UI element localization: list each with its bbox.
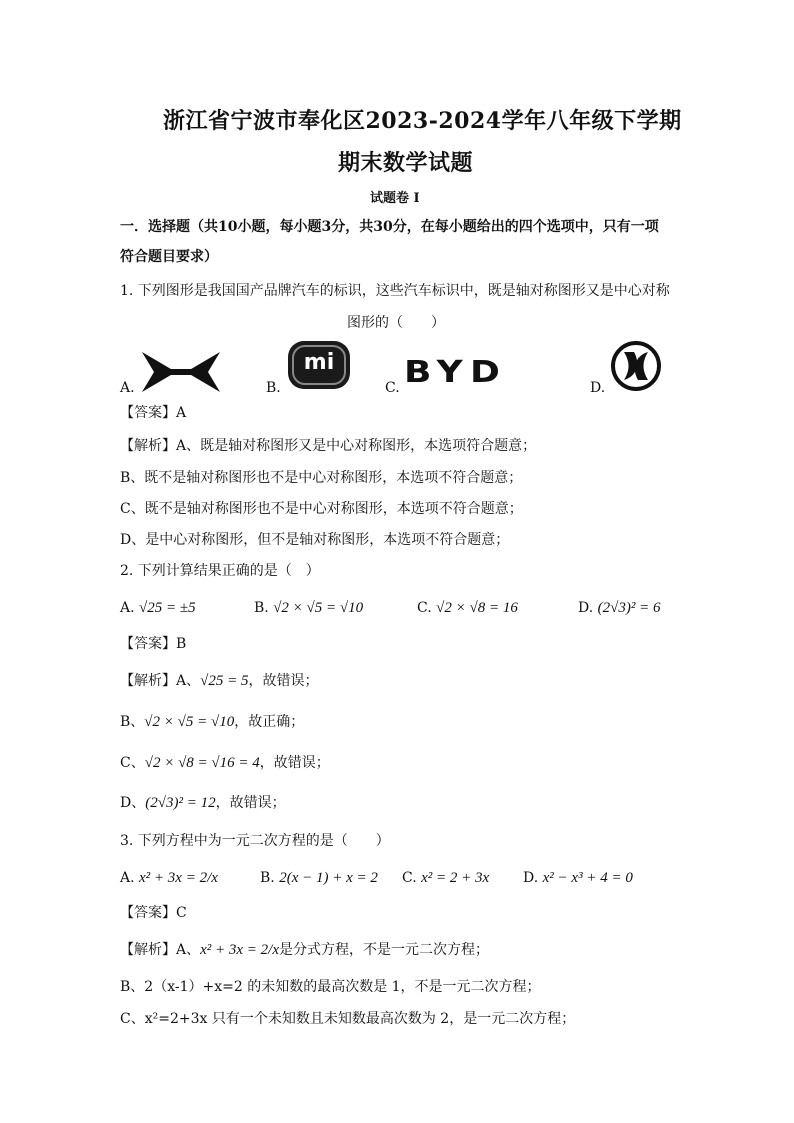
question-2-stem: 2. 下列计算结果正确的是（ ） xyxy=(120,563,320,579)
q3-option-b-expr: 2(x − 1) + x = 2 xyxy=(279,870,378,886)
q3-option-c-label: C. xyxy=(402,870,417,886)
q2-analysis-b xyxy=(120,712,304,732)
section-label: 试题卷 I xyxy=(370,191,420,206)
q1-analysis-d: D、是中心对称图形，但不是轴对称图形，本选项不符合题意； xyxy=(120,532,510,548)
page-subtitle: 期末数学试题 xyxy=(338,150,474,176)
q2-analysis-c-suffix: ，故错误； xyxy=(259,755,330,771)
question-3-stem: 3. 下列方程中为一元二次方程的是（ ） xyxy=(120,833,390,849)
q3-option-b-label: B. xyxy=(260,870,275,886)
q2-option-d xyxy=(578,598,660,618)
q3-analysis-c: C、x²=2+3x 只有一个未知数且未知数最高次数为 2，是一元二次方程； xyxy=(120,1011,576,1027)
q2-analysis-d-math: (2√3)² = 12 xyxy=(145,795,216,811)
q2-option-c-expr: √2 × √8 = 16 xyxy=(436,600,518,616)
part-heading: 一．选择题（共10小题，每小题3分，共30分，在每小题给出的四个选项中，只有一项 xyxy=(120,219,659,235)
q3-option-a xyxy=(120,868,218,888)
q2-option-b-expr: √2 × √5 = √10 xyxy=(273,600,364,616)
q2-option-c xyxy=(417,598,518,618)
q2-option-b-label: B. xyxy=(254,600,269,616)
dongfeng-logo-icon xyxy=(610,340,662,392)
q2-analysis-d xyxy=(120,793,286,813)
q2-analysis-a xyxy=(120,671,318,691)
q2-analysis-b-suffix: ，故正确； xyxy=(234,714,305,730)
q2-option-a xyxy=(120,598,196,618)
q2-analysis-a-math: √25 = 5 xyxy=(200,673,249,689)
q3-option-c-expr: x² = 2 + 3x xyxy=(421,870,490,886)
mi-logo-icon xyxy=(288,341,350,389)
q2-option-d-expr: (2√3)² = 6 xyxy=(597,600,661,616)
q1-option-d-label: D. xyxy=(590,380,606,396)
q1-answer: 【答案】A xyxy=(120,405,187,421)
question-1-stem-cont: 图形的（ ） xyxy=(347,315,445,331)
question-1-stem: 1. 下列图形是我国国产品牌汽车的标识，这些汽车标识中，既是轴对称图形又是中心对称 xyxy=(120,283,670,299)
q2-analysis-a-prefix: 【解析】A、 xyxy=(120,673,201,689)
q3-option-b xyxy=(260,868,378,888)
q1-analysis-b: B、既不是轴对称图形也不是中心对称图形，本选项不符合题意； xyxy=(120,470,523,486)
q2-analysis-b-prefix: B、 xyxy=(120,714,145,730)
q2-option-c-label: C. xyxy=(417,600,432,616)
q2-analysis-c-prefix: C、 xyxy=(120,755,145,771)
q2-answer: 【答案】B xyxy=(120,636,187,652)
q2-option-a-expr: √25 = ±5 xyxy=(139,600,196,616)
q3-option-d-expr: x² − x³ + 4 = 0 xyxy=(542,870,633,886)
q3-option-a-expr: x² + 3x = 2/x xyxy=(139,870,218,886)
q3-option-c xyxy=(402,868,489,888)
q2-analysis-c xyxy=(120,753,330,773)
q1-option-a-label: A. xyxy=(120,380,135,396)
q2-option-b xyxy=(254,598,363,618)
q3-option-a-label: A. xyxy=(120,870,135,886)
q1-analysis-c: C、既不是轴对称图形也不是中心对称图形，本选项不符合题意； xyxy=(120,501,523,517)
part-heading-cont: 符合题目要求） xyxy=(120,249,218,265)
byd-logo-icon: BYD xyxy=(404,355,508,390)
q3-option-d-label: D. xyxy=(523,870,539,886)
q1-option-c-label: C. xyxy=(385,380,400,396)
q3-answer: 【答案】C xyxy=(120,905,187,921)
q2-analysis-d-suffix: ，故错误； xyxy=(215,795,286,811)
q2-option-d-label: D. xyxy=(578,600,594,616)
q1-option-b-label: B. xyxy=(266,380,281,396)
q2-analysis-c-math: √2 × √8 = √16 = 4 xyxy=(144,755,260,771)
q2-option-a-label: A. xyxy=(120,600,135,616)
mi-logo-text: mi xyxy=(303,350,335,375)
q3-option-d xyxy=(523,868,633,888)
q2-analysis-d-prefix: D、 xyxy=(120,795,146,811)
q3-analysis-b: B、2（x-1）+x=2 的未知数的最高次数是 1，不是一元二次方程； xyxy=(120,979,541,995)
q2-analysis-a-suffix: ，故错误； xyxy=(248,673,319,689)
page-title: 浙江省宁波市奉化区2023-2024学年八年级下学期 xyxy=(163,108,682,134)
q2-analysis-b-math: √2 × √5 = √10 xyxy=(144,714,235,730)
q3-analysis-a-math: x² + 3x = 2/x xyxy=(200,942,280,958)
q3-analysis-a xyxy=(120,940,489,960)
q1-analysis-a: 【解析】A、既是轴对称图形又是中心对称图形，本选项符合题意； xyxy=(120,438,537,454)
q3-analysis-a-suffix: 是分式方程，不是一元二次方程； xyxy=(279,942,490,958)
x-chevron-logo-icon xyxy=(140,350,222,394)
q3-analysis-a-prefix: 【解析】A、 xyxy=(120,942,201,958)
